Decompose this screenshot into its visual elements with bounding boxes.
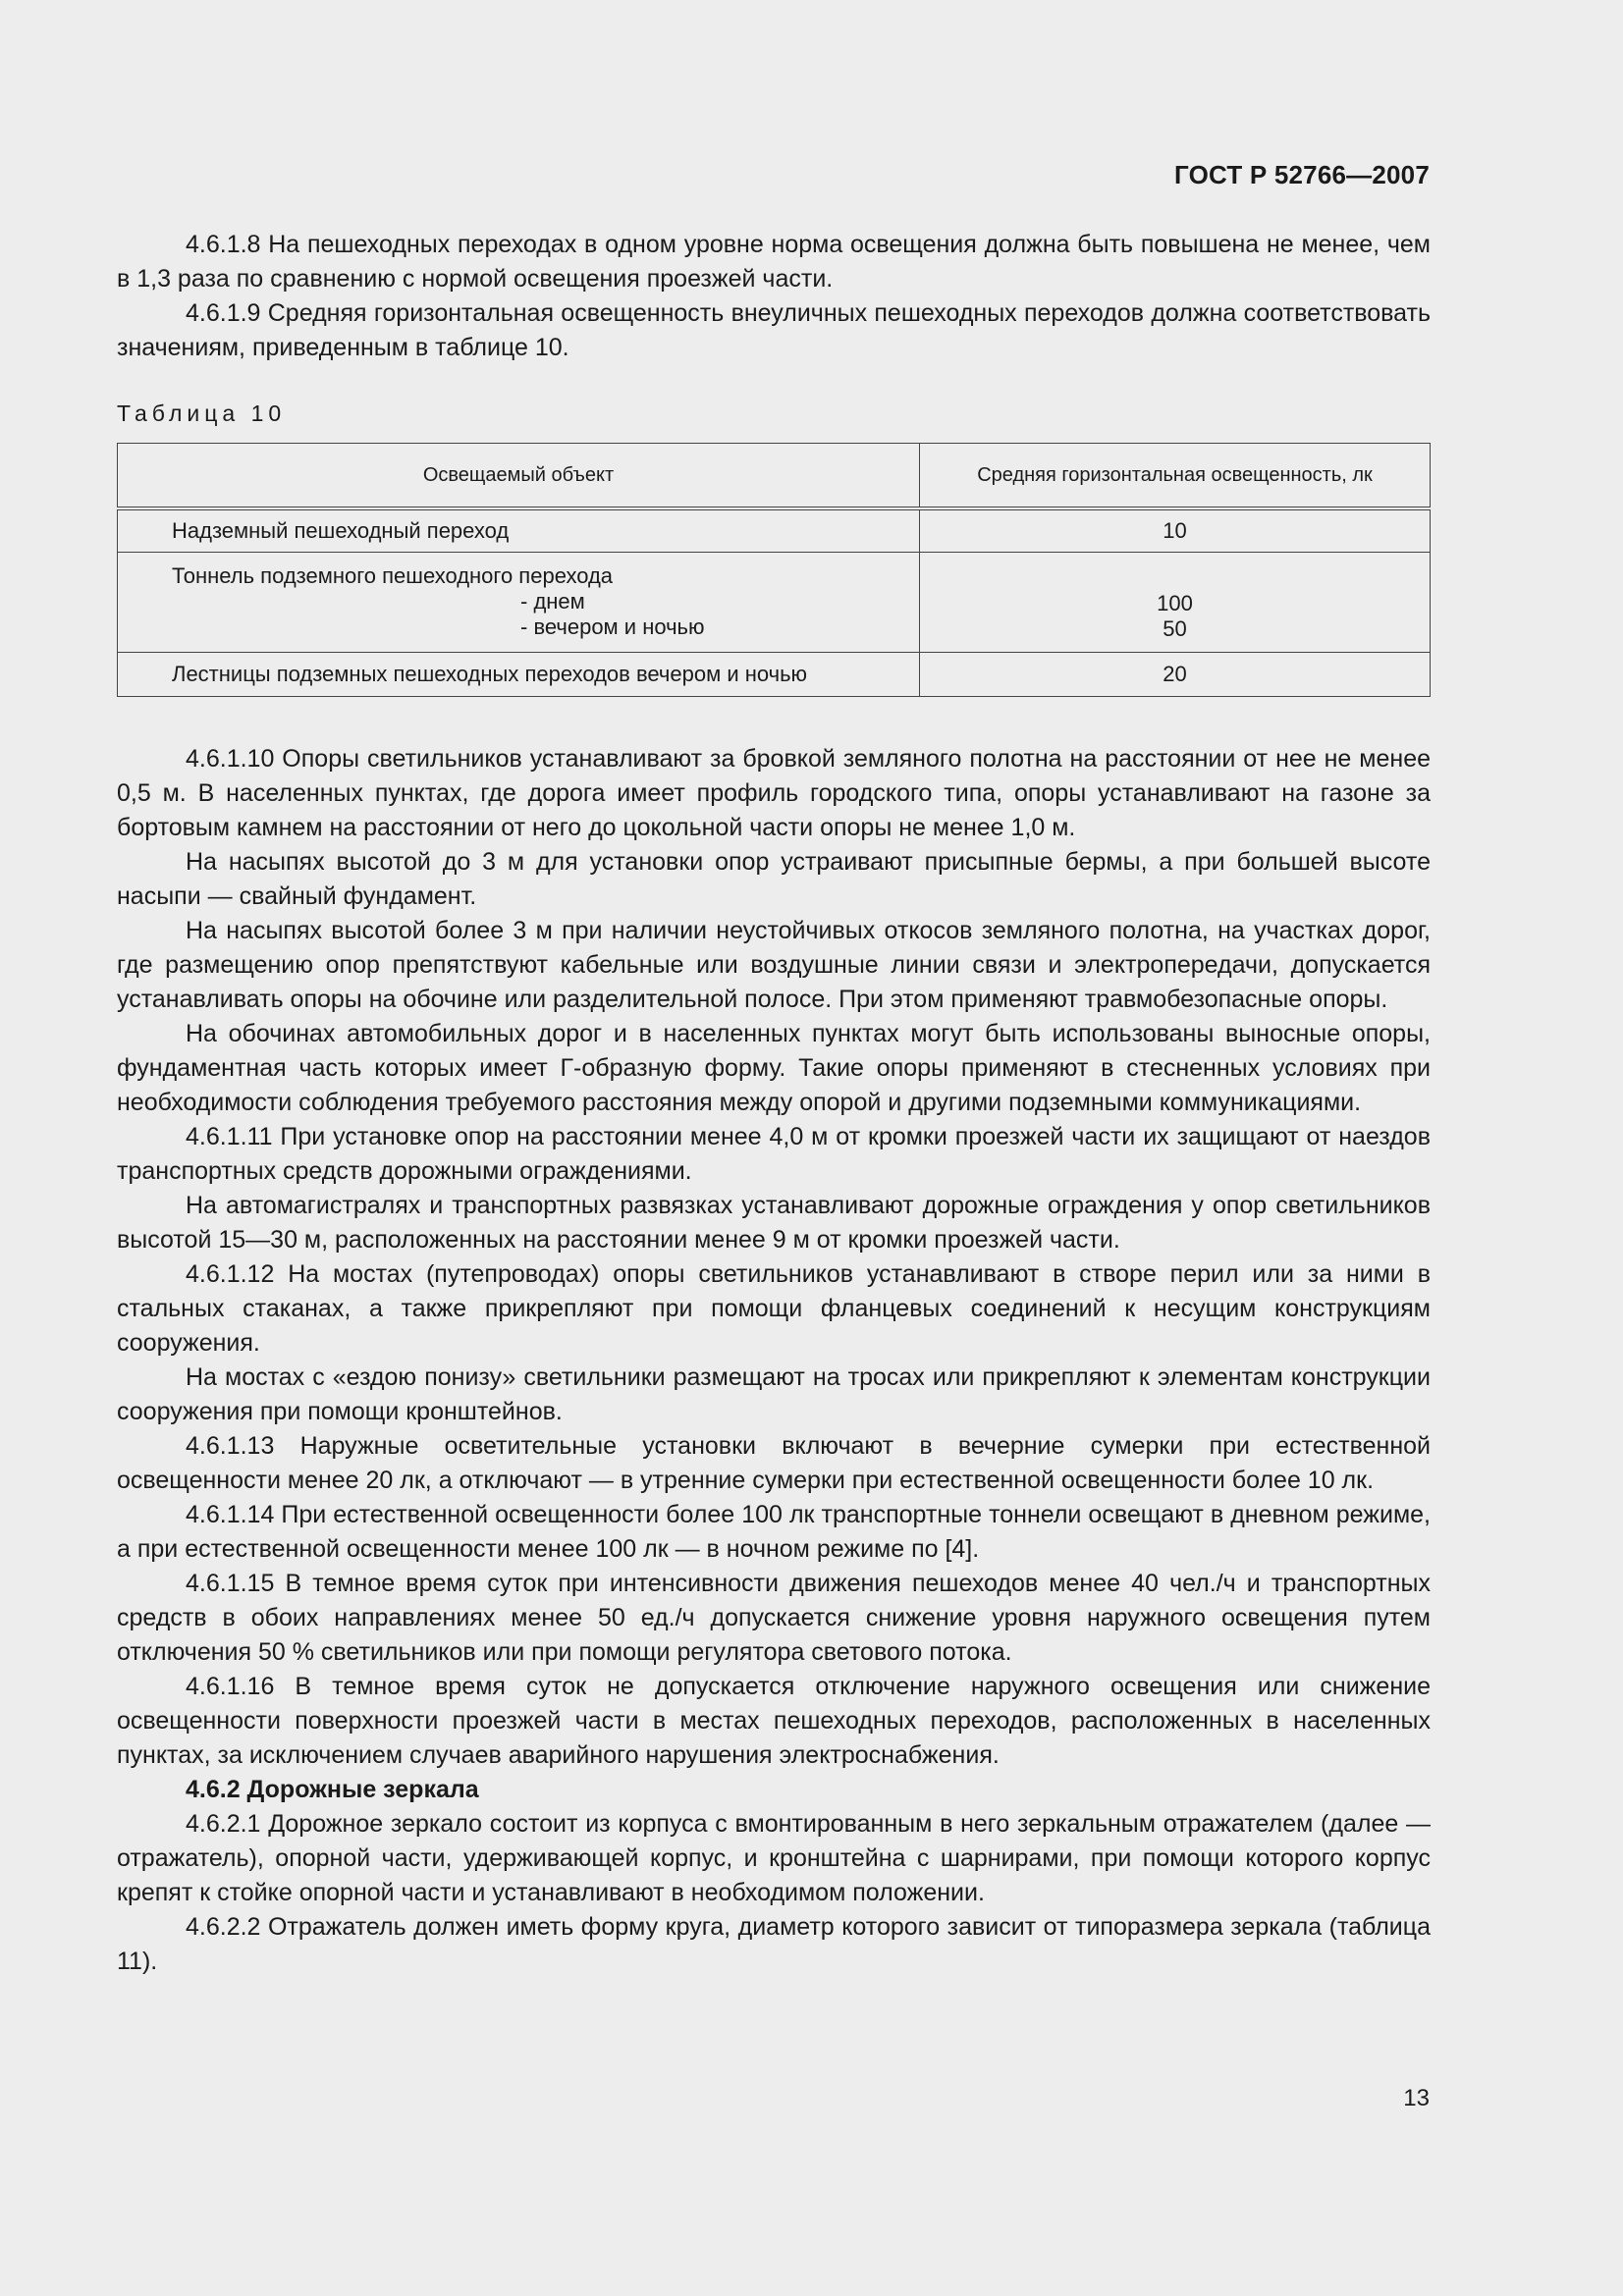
table-caption: Таблица 10	[117, 400, 287, 426]
paragraph: 4.6.1.8 На пешеходных переходах в одном уровне норма освещения должна быть повышена не менее, чем в 1,3 раза по сравнению с нормой освещения проезжей части.	[117, 231, 1431, 293]
paragraph: На мостах с «ездою понизу» светильники размещают на тросах или прикрепляют к элементам конструкции сооружения при помощи кронштейнов.	[117, 1363, 1431, 1425]
row-label: Тоннель подземного пешеходного перехода	[172, 563, 614, 588]
table-cell: Надземный пешеходный переход	[118, 508, 920, 552]
table-cell: 20	[920, 652, 1431, 696]
paragraph: 4.6.2.1 Дорожное зеркало состоит из корпуса с вмонтированным в него зеркальным отражателем (далее — отражатель), опорной части, удерживающей корпус, и кронштейна с шарнирами, при помощи которого корпус крепят к стойке опорной части и устанавливают в необходимом положении.	[117, 1810, 1431, 1906]
paragraph: 4.6.2.2 Отражатель должен иметь форму круга, диаметр которого зависит от типоразмера зеркала (таблица 11).	[117, 1913, 1431, 1975]
column-header: Освещаемый объект	[118, 444, 920, 509]
row-sublabel: - днем	[520, 589, 585, 614]
document-code: ГОСТ Р 52766—2007	[1174, 160, 1430, 189]
paragraph: 4.6.1.12 На мостах (путепроводах) опоры светильников устанавливают в створе перил или за ними в стальных стаканах, а также прикрепляют при помощи фланцевых соединений к несущим конструкциям сооружения.	[117, 1260, 1431, 1357]
table-row	[118, 552, 1431, 652]
table-header-row	[118, 444, 1431, 509]
section-heading: 4.6.2 Дорожные зеркала	[186, 1776, 479, 1803]
paragraph: 4.6.1.16 В темное время суток не допускается отключение наружного освещения или снижение освещенности поверхности проезжей части в местах пешеходных переходов, расположенных в населенных пунктах, за исключением случаев аварийного нарушения электроснабжения.	[117, 1673, 1431, 1769]
paragraph: 4.6.1.14 При естественной освещенности более 100 лк транспортные тоннели освещают в дневном режиме, а при естественной освещенности менее 100 лк — в ночном режиме по [4].	[117, 1501, 1431, 1563]
column-header: Средняя горизонтальная освещенность, лк	[920, 444, 1431, 509]
table-cell	[920, 552, 1431, 652]
table-cell	[118, 552, 920, 652]
paragraph: 4.6.1.13 Наружные осветительные установки включают в вечерние сумерки при естественной освещенности менее 20 лк, а отключают — в утренние сумерки при естественной освещенности более 10 лк.	[117, 1432, 1431, 1494]
table-row	[118, 652, 1431, 696]
table-cell: 10	[920, 508, 1431, 552]
page-number: 13	[1403, 2085, 1430, 2111]
paragraph: 4.6.1.10 Опоры светильников устанавливают за бровкой земляного полотна на расстоянии от нее не менее 0,5 м. В населенных пунктах, где дорога имеет профиль городского типа, опоры устанавливают на газоне за бортовым камнем на расстоянии от него до цокольной части опоры не менее 1,0 м.	[117, 745, 1431, 841]
paragraph: 4.6.1.9 Средняя горизонтальная освещенность внеуличных пешеходных переходов должна соответствовать значениям, приведенным в таблице 10.	[117, 299, 1431, 361]
body-text	[117, 742, 1431, 1979]
table-row	[118, 508, 1431, 552]
paragraph: 4.6.1.15 В темное время суток при интенсивности движения пешеходов менее 40 чел./ч и транспортных средств в обоих направлениях менее 50 ед./ч допускается снижение уровня наружного освещения путем отключения 50 % светильников или при помощи регулятора светового потока.	[117, 1570, 1431, 1666]
paragraph: На обочинах автомобильных дорог и в населенных пунктах могут быть использованы выносные опоры, фундаментная часть которых имеет Г-образную форму. Такие опоры применяют в стесненных условиях при необходимости соблюдения требуемого расстояния между опорой и другими подземными коммуникациями.	[117, 1020, 1431, 1116]
paragraph: На насыпях высотой более 3 м при наличии неустойчивых откосов земляного полотна, на участках дорог, где размещению опор препятствуют кабельные или воздушные линии связи и электропередачи, допускается устанавливать опоры на обочине или разделительной полосе. При этом применяют травмобезопасные опоры.	[117, 917, 1431, 1013]
paragraph: На автомагистралях и транспортных развязках устанавливают дорожные ограждения у опор светильников высотой 15—30 м, расположенных на расстоянии менее 9 м от кромки проезжей части.	[117, 1192, 1431, 1254]
paragraph: На насыпях высотой до 3 м для установки опор устраивают присыпные бермы, а при большей высоте насыпи — свайный фундамент.	[117, 848, 1431, 910]
paragraph: 4.6.1.11 При установке опор на расстоянии менее 4,0 м от кромки проезжей части их защищают от наездов транспортных средств дорожными ограждениями.	[117, 1123, 1431, 1185]
table-cell: Лестницы подземных пешеходных переходов вечером и ночью	[118, 652, 920, 696]
row-sublabel: - вечером и ночью	[520, 614, 705, 639]
illumination-table	[117, 443, 1431, 697]
cell-value: 50	[1163, 616, 1187, 641]
intro-text	[117, 228, 1431, 365]
cell-value: 100	[1157, 591, 1193, 615]
